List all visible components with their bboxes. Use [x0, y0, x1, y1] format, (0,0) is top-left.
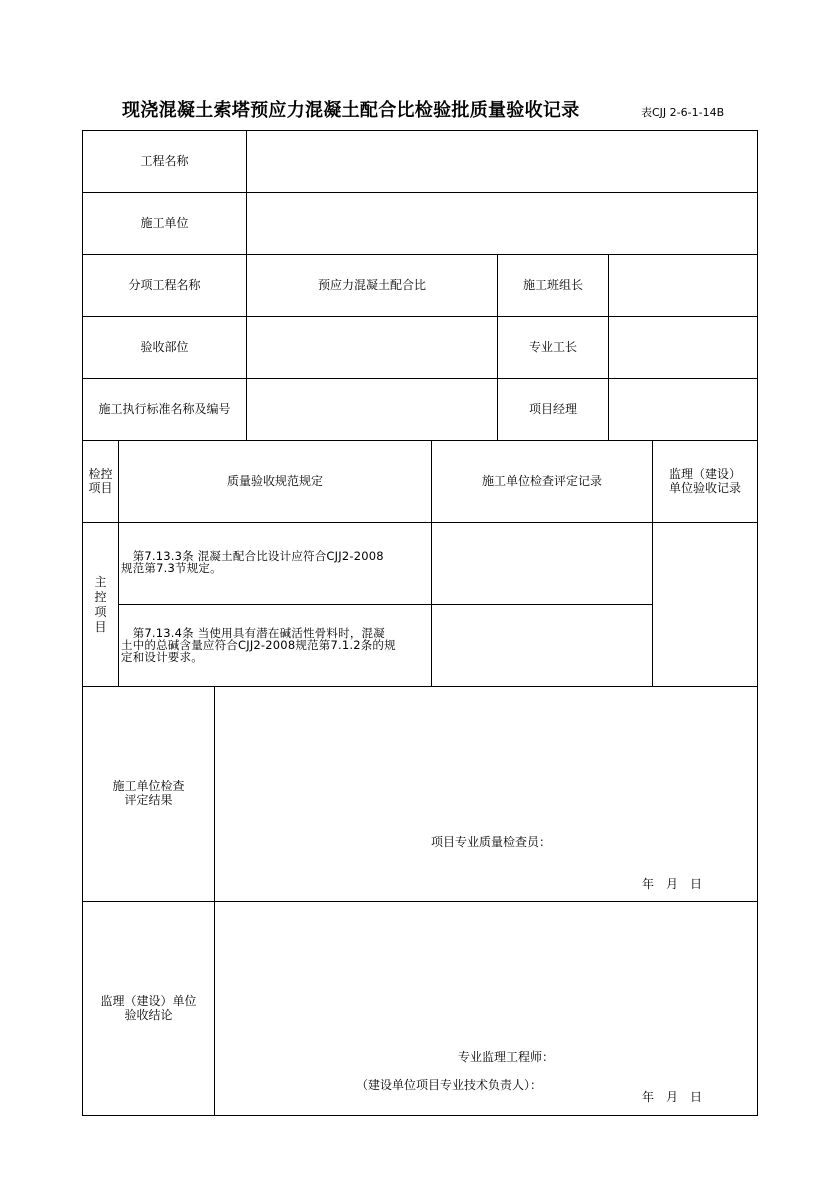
criterion-line: 第7.13.4条 当使用具有潜在碱活性骨料时，混凝	[121, 626, 385, 640]
main-control-char: 项	[94, 604, 107, 619]
unit-record-header: 施工单位检查评定记录	[481, 473, 602, 488]
inspection-part-label: 验收部位	[140, 339, 189, 354]
supervisor-conclusion-label	[83, 902, 214, 1115]
form-code: 表CJJ 2-6-1-14B	[641, 106, 725, 119]
supervisor-record-header	[653, 441, 757, 522]
construction-unit-label: 施工单位	[140, 215, 189, 230]
team-leader-label: 施工班组长	[522, 277, 583, 292]
supervisor-record-value	[653, 523, 757, 686]
supervisor-header-line1: 监理（建设）	[668, 466, 741, 481]
owner-representative-label: （建设单位项目专业技术负责人）：	[356, 1078, 543, 1092]
criterion-7-13-4-record	[432, 605, 652, 686]
check-item-header-line1: 检控	[88, 466, 113, 481]
standard-label: 施工执行标准名称及编号	[98, 401, 231, 416]
criterion-line: 定和设计要求。	[121, 650, 203, 664]
supervisor-conclusion-label-line2: 验收结论	[124, 1007, 173, 1022]
standard-value	[247, 379, 497, 440]
criterion-7-13-3	[121, 550, 429, 574]
supervising-engineer-label: 专业监理工程师：	[458, 1050, 555, 1064]
unit-result-label	[83, 687, 214, 901]
foreman-value	[609, 317, 757, 378]
main-control-char: 目	[94, 619, 107, 634]
criterion-line: 土中的总碱含量应符合CJJ2-2008规范第7.1.2条的规	[121, 638, 396, 652]
criterion-7-13-3-record	[432, 523, 652, 604]
main-control-char: 控	[94, 589, 107, 604]
form-title: 现浇混凝土索塔预应力混凝土配合比检验批质量验收记录	[122, 100, 580, 121]
project-name-label: 工程名称	[140, 153, 189, 168]
inspection-part-value	[247, 317, 497, 378]
check-item-header-line2: 项目	[88, 480, 113, 495]
project-manager-value	[609, 379, 757, 440]
unit-result-date: 年 月 日	[642, 877, 703, 891]
criterion-7-13-4	[121, 627, 429, 663]
main-control-label	[83, 523, 118, 686]
supervisor-header-line2: 单位验收记录	[668, 480, 741, 495]
spec-header: 质量验收规范规定	[226, 473, 323, 488]
supervisor-conclusion-label-line1: 监理（建设）单位	[100, 993, 197, 1008]
construction-unit-value	[247, 193, 757, 254]
project-manager-label: 项目经理	[528, 401, 577, 416]
subitem-value: 预应力混凝土配合比	[317, 277, 426, 292]
check-item-header	[83, 441, 118, 522]
main-control-char: 主	[94, 574, 107, 589]
criterion-line: 第7.13.3条 混凝土配合比设计应符合CJJ2-2008	[121, 549, 384, 563]
team-leader-value	[609, 255, 757, 316]
unit-result-label-line1: 施工单位检查	[112, 779, 185, 794]
project-name-value	[247, 131, 757, 192]
subitem-label: 分项工程名称	[128, 277, 201, 292]
unit-result-label-line2: 评定结果	[124, 793, 173, 807]
foreman-label: 专业工长	[528, 339, 577, 354]
supervisor-date: 年 月 日	[642, 1090, 703, 1104]
quality-inspector-label: 项目专业质量检查员：	[431, 835, 552, 849]
criterion-line: 规范第7.3节规定。	[121, 561, 222, 575]
